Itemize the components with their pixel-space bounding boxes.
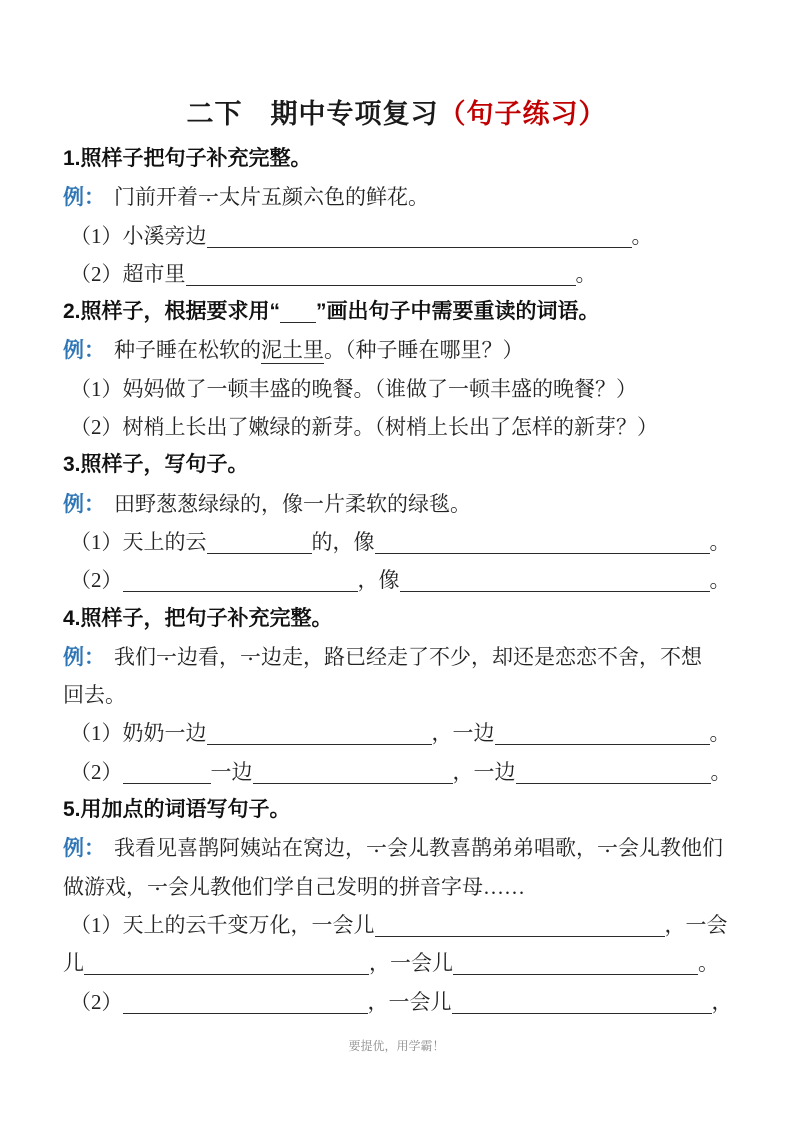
text-run: 看， <box>198 644 240 669</box>
text-run: 。 <box>710 759 732 784</box>
answer-blank-line <box>123 759 211 784</box>
text-run: ，一边 <box>452 759 516 784</box>
answer-blank-line <box>207 223 632 248</box>
dotted-char: 片 • <box>240 185 261 209</box>
answer-blank-line <box>84 950 369 975</box>
text-line-heading <box>63 446 763 484</box>
text-run: （2） <box>70 989 123 1014</box>
text-run: 一边 <box>210 759 253 784</box>
text-run: （2） <box>70 759 123 784</box>
text-line-item <box>63 714 763 752</box>
text-line-example <box>63 331 763 369</box>
text-line-cont <box>63 944 763 982</box>
text-run: 4.照样子，把句子补充完整。 <box>63 606 333 630</box>
text-run: ，像 <box>357 568 400 593</box>
answer-blank-line <box>253 759 453 784</box>
text-run: 。 <box>709 529 731 554</box>
text-line-item <box>63 983 763 1021</box>
text-run: （1）天上的云 <box>70 529 207 554</box>
dotted-char: 一 • <box>597 836 618 860</box>
text-run: 田野葱葱绿绿的，像一片柔软的绿毯。 <box>114 491 471 516</box>
answer-blank-line <box>280 298 316 323</box>
text-line-example <box>63 485 763 523</box>
answer-blank-line <box>207 720 432 745</box>
answer-blank-line <box>453 950 698 975</box>
text-run: 1.照样子把句子补充完整。 <box>63 147 312 170</box>
text-line-heading <box>63 140 763 178</box>
text-run: （1）妈妈做了一顿丰盛的晚餐。（谁做了一顿丰盛的晚餐？） <box>70 376 637 401</box>
underlined-answer-text: 泥土里 <box>261 338 324 363</box>
text-line-example <box>63 829 763 867</box>
dotted-char: 一 • <box>198 185 219 209</box>
text-run: 儿 <box>63 951 84 976</box>
text-run: 3.照样子，写句子。 <box>63 453 249 477</box>
dotted-char: 会 • <box>168 875 189 899</box>
dotted-char: 一 • <box>240 645 261 669</box>
text-line-item <box>63 370 763 408</box>
text-run: ”画出句子中需要重读的词语。 <box>316 300 600 324</box>
text-line-item <box>63 523 763 561</box>
dotted-emphasis-text <box>366 836 429 860</box>
example-label: 例： <box>63 836 105 861</box>
text-run: ，一会 <box>664 912 728 937</box>
text-run: 的，像 <box>311 529 375 554</box>
example-label: 例： <box>63 491 105 516</box>
page-title <box>0 97 793 131</box>
dotted-emphasis-text <box>147 875 210 899</box>
dotted-emphasis-text <box>240 645 282 669</box>
text-run: 门前开着 <box>114 185 198 210</box>
text-run: （2）超市里 <box>70 261 186 286</box>
text-line-heading <box>63 600 763 638</box>
dotted-char: 色 • <box>324 185 345 209</box>
text-run: 我看见喜鹊阿姨站在窝边， <box>114 836 366 861</box>
answer-blank-line <box>207 529 312 554</box>
text-run: 走，路已经走了不少，却还是恋恋不舍，不想 <box>282 644 702 669</box>
text-run: ，一边 <box>431 721 495 746</box>
text-run: 。 <box>709 721 731 746</box>
text-run: 教他们 <box>660 836 723 861</box>
answer-blank-line <box>375 529 710 554</box>
text-run: （1）奶奶一边 <box>70 721 207 746</box>
answer-blank-line <box>400 567 710 592</box>
title-main-text: 二下 期中专项复习 <box>186 99 439 129</box>
dotted-char: 五 • <box>261 185 282 209</box>
example-label: 例： <box>63 185 105 210</box>
text-run: （2）树梢上长出了嫩绿的新芽。（树梢上长出了怎样的新芽？） <box>70 415 658 440</box>
answer-blank-line <box>186 261 576 286</box>
text-line-item <box>63 408 763 446</box>
text-line-item <box>63 753 763 791</box>
text-run: 做游戏， <box>63 874 147 899</box>
text-line-cont <box>63 868 763 906</box>
dotted-char: 一 • <box>366 836 387 860</box>
text-run: 。 <box>709 568 731 593</box>
text-line-heading <box>63 293 763 331</box>
dotted-char: 一 • <box>147 875 168 899</box>
text-run: 。 <box>575 261 597 286</box>
text-run: 。 <box>698 951 719 976</box>
text-run: 我们 <box>114 644 156 669</box>
text-line-item <box>63 255 763 293</box>
example-label: 例： <box>63 644 105 669</box>
dotted-char: 颜 • <box>282 185 303 209</box>
dotted-char: 会 • <box>618 836 639 860</box>
dotted-char: 大 • <box>219 185 240 209</box>
dotted-char: 儿 • <box>189 875 210 899</box>
text-run: （1）小溪旁边 <box>70 223 207 248</box>
text-run: 。 <box>631 223 653 248</box>
title-highlight-text: （句子练习） <box>438 99 607 129</box>
text-run: 种子睡在松软的 <box>114 338 261 363</box>
dotted-char: 儿 • <box>639 836 660 860</box>
text-run: ，一会儿 <box>367 989 452 1014</box>
dotted-emphasis-text <box>198 185 345 209</box>
text-line-item <box>63 906 763 944</box>
answer-blank-line <box>495 720 710 745</box>
text-run: 2.照样子，根据要求用“ <box>63 300 281 324</box>
text-line-cont <box>63 676 763 714</box>
dotted-char: 一 • <box>156 645 177 669</box>
text-run: 教他们学自己发明的拼音字母…… <box>210 874 525 899</box>
text-run: 。（种子睡在哪里？） <box>324 338 524 363</box>
answer-blank-line <box>516 759 711 784</box>
document-body <box>63 140 763 1021</box>
answer-blank-line <box>123 567 358 592</box>
answer-blank-line <box>375 912 665 937</box>
text-line-example <box>63 178 763 216</box>
text-run: 的鲜花。 <box>345 185 429 210</box>
dotted-char: 会 • <box>387 836 408 860</box>
dotted-char: 边 • <box>261 645 282 669</box>
dotted-emphasis-text <box>597 836 660 860</box>
text-run: 教喜鹊弟弟唱歌， <box>429 836 597 861</box>
footer-note: 要提优，用学霸！ <box>348 1039 445 1053</box>
text-line-example <box>63 638 763 676</box>
answer-blank-line <box>452 989 712 1014</box>
text-line-item <box>63 217 763 255</box>
text-run: （1）天上的云千变万化，一会儿 <box>70 912 375 937</box>
text-run: ， <box>711 989 733 1014</box>
text-run: 5.用加点的词语写句子。 <box>63 798 291 822</box>
text-run: ，一会儿 <box>369 951 453 976</box>
text-run: 回去。 <box>63 683 126 708</box>
dotted-emphasis-text <box>156 645 198 669</box>
text-run: （2） <box>70 568 123 593</box>
dotted-char: 儿 • <box>408 836 429 860</box>
example-label: 例： <box>63 338 105 363</box>
dotted-char: 六 • <box>303 185 324 209</box>
dotted-char: 边 • <box>177 645 198 669</box>
text-line-item <box>63 561 763 599</box>
answer-blank-line <box>123 989 368 1014</box>
text-line-heading <box>63 791 763 829</box>
